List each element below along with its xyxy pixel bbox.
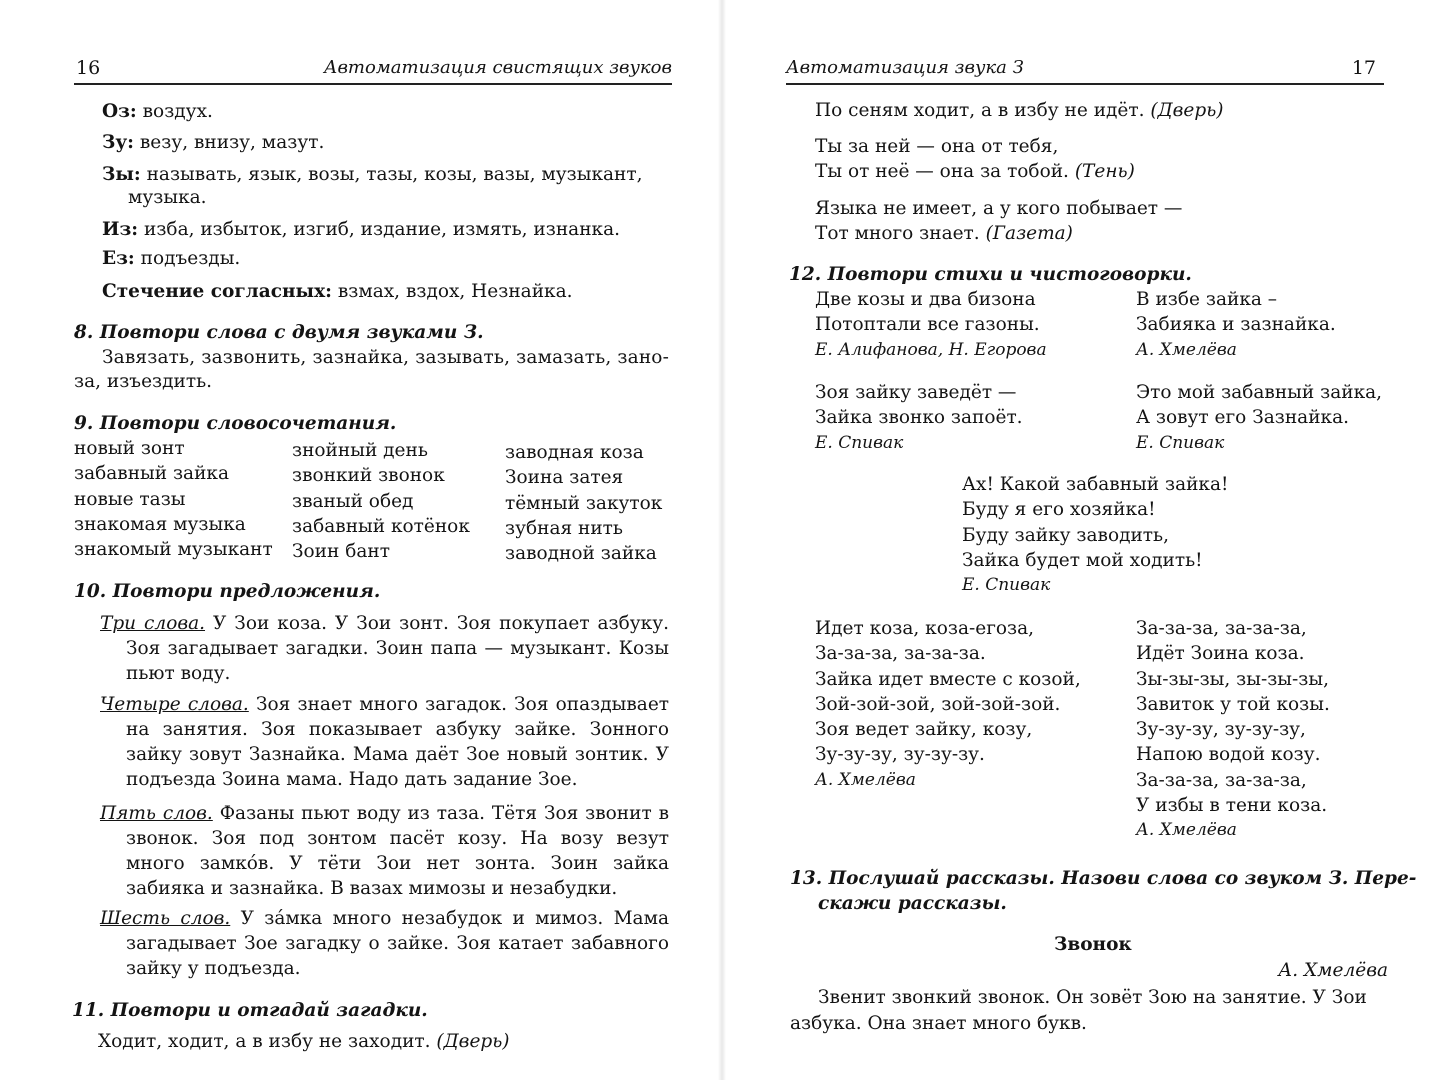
page-number: 17 <box>1351 57 1376 79</box>
exercise-13-title: 13. Послушай рассказы. Назови слова со звуком З. Пере- <box>790 868 1417 889</box>
phrase-column-2 <box>292 438 470 564</box>
syllable-line: Стечение согласных: взмах, вздох, Незнайка. <box>102 281 573 302</box>
poem-author: Е. Спивак <box>815 432 904 453</box>
right-page <box>722 0 1444 1080</box>
phrase: знакомая музыка <box>74 513 246 535</box>
riddle: Ты за ней — она от тебя, <box>815 136 1059 157</box>
phrase: заводная коза <box>505 442 644 463</box>
exercise-8-text: Завязать, зазвонить, зазнайка, зазывать, замазать, зано- <box>102 347 669 368</box>
poem-author: Е. Алифанова, Н. Егорова <box>815 339 1047 360</box>
sentence-group: Пять слов. Фазаны пьют воду из таза. Тётя Зоя звонит в звонок. Зоя под зонтом пасёт козу. На возу везут много замко́в. У тёти Зои нет зонта. Зоин зайка забияка и зазнайка. В вазах мимозы и незабудки. <box>100 803 669 899</box>
right-header <box>786 55 1384 85</box>
exercise-8-text: за, изъездить. <box>74 371 213 392</box>
poem-author: Е. Спивак <box>962 575 1051 596</box>
syllable-line: Оз: воздух. <box>102 101 213 122</box>
page-number: 16 <box>76 57 101 79</box>
story-text: Звенит звонкий звонок. Он зовёт Зою на занятие. У Зои <box>818 987 1367 1008</box>
riddle: Тот много знает. (Газета) <box>815 223 1073 244</box>
phrase: Зоина затея <box>505 467 624 489</box>
exercise-9-title: 9. Повтори словосочетания. <box>74 413 397 434</box>
exercise-10-title: 10. Повтори предложения. <box>74 581 381 602</box>
phrase: забавный котёнок <box>292 515 470 537</box>
poem: Две козы и два бизона Потоптали все газоны. Е. Алифанова, Н. Егорова <box>815 287 1047 363</box>
riddle: Языка не имеет, а у кого побывает — <box>815 198 1183 219</box>
poem: Зоя зайку заведёт — Зайка звонко запоёт. Е. Спивак <box>815 380 1023 456</box>
story-title: Звонок <box>1054 934 1132 955</box>
poem-author: А. Хмелёва <box>1136 820 1237 841</box>
phrase: Зоин бант <box>292 541 390 563</box>
syllable-line: Зу: везу, внизу, мазут. <box>102 132 325 153</box>
phrase: звонкий звонок <box>292 465 445 487</box>
phrase: знакомый музыкант <box>74 539 273 561</box>
poem: В избе зайка – Забияка и зазнайка. А. Хмелёва <box>1136 287 1336 363</box>
poem: Это мой забавный зайка, А зовут его Зазнайка. Е. Спивак <box>1136 380 1382 456</box>
phrase: тёмный закуток <box>505 492 663 514</box>
exercise-8-title: 8. Повтори слова с двумя звуками З. <box>74 322 484 343</box>
riddle: Ходит, ходит, а в избу не заходит. (Дверь) <box>98 1031 510 1052</box>
syllable-line: Из: изба, избыток, изгиб, издание, измять, изнанка. <box>102 219 621 240</box>
syllable-line-cont: музыка. <box>128 187 207 208</box>
story-text: азбука. Она знает много букв. <box>790 1013 1087 1034</box>
sentence-group: Три слова. У Зои коза. У Зои зонт. Зоя покупает азбуку. Зоя загадывает загадки. Зоин папа — музыкант. Козы пьют воду. <box>100 613 669 684</box>
poem-author: А. Хмелёва <box>815 769 916 790</box>
riddle: Ты от неё — она за тобой. (Тень) <box>815 161 1135 182</box>
story-author: А. Хмелёва <box>1278 960 1388 981</box>
poem: За-за-за, за-за-за, Идёт Зоина коза. Зы-зы-зы, зы-зы-зы, Завиток у той козы. Зу-зу-зу, зу-зу-зу, Напою водой козу. За-за-за, за-за-за, У избы в тени коза. А. Хмелёва <box>1136 616 1330 844</box>
phrase: заводной зайка <box>505 543 657 565</box>
exercise-11-title: 11. Повтори и отгадай загадки. <box>72 1000 428 1021</box>
phrase-column-3 <box>505 440 662 566</box>
poem-author: Е. Спивак <box>1136 432 1225 453</box>
phrase: новые тазы <box>74 488 186 510</box>
syllable-line: Ез: подъезды. <box>102 248 241 269</box>
phrase: зубная нить <box>505 517 623 539</box>
running-head: Автоматизация звука З <box>786 57 1024 78</box>
poem: Идет коза, коза-егоза, За-за-за, за-за-за. Зайка идет вместе с козой, Зой-зой-зой, зой-зой-зой. Зоя ведет зайку, козу, Зу-зу-зу, зу-зу-зу. А. Хмелёва <box>815 616 1081 793</box>
phrase: забавный зайка <box>74 463 230 485</box>
exercise-12-title: 12. Повтори стихи и чистоговорки. <box>789 264 1192 285</box>
phrase-column-1 <box>74 436 273 562</box>
sentence-group: Шесть слов. У за́мка много незабудок и мимоз. Мама загадывает Зое загадку о зайке. Зоя катает забавного зайку у подъезда. <box>100 908 669 979</box>
running-head: Автоматизация свистящих звуков <box>323 57 672 78</box>
syllable-line: Зы: называть, язык, возы, тазы, козы, вазы, музыкант, <box>102 164 643 185</box>
sentence-group: Четыре слова. Зоя знает много загадок. Зоя опаздывает на занятия. Зоя показывает азбуку зайке. Зонного зайку зовут Зазнайка. Мама даёт Зое новый зонтик. У подъезда Зоина мама. Надо дать задание Зое. <box>100 694 669 790</box>
left-header <box>74 55 672 85</box>
poem: Ах! Какой забавный зайка! Буду я его хозяйка! Буду зайку заводить, Зайка будет мой ходить! Е. Спивак <box>962 472 1228 598</box>
exercise-13-title: скажи рассказы. <box>818 893 1007 914</box>
poem-author: А. Хмелёва <box>1136 339 1237 360</box>
riddle: По сеням ходит, а в избу не идёт. (Дверь) <box>815 100 1224 121</box>
phrase: званый обед <box>292 490 414 512</box>
phrase: новый зонт <box>74 438 185 459</box>
phrase: знойный день <box>292 440 428 461</box>
